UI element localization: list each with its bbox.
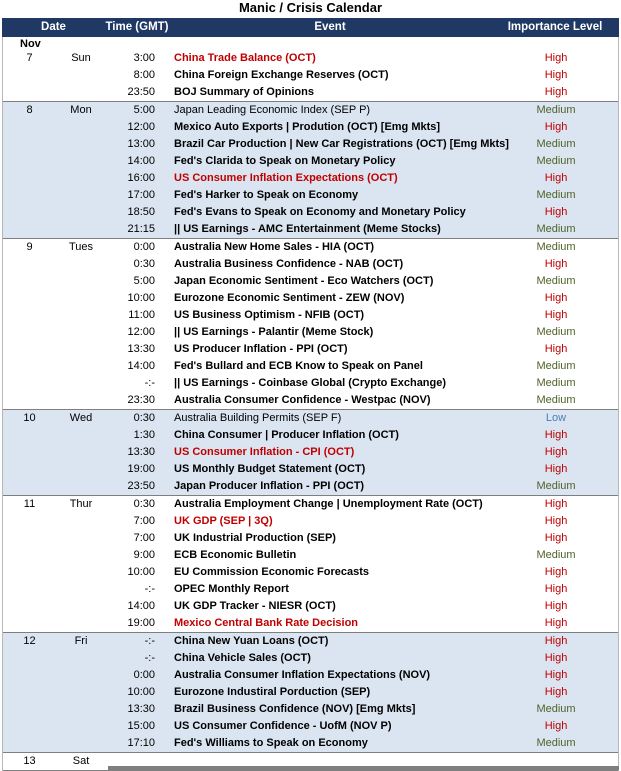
importance-level: Medium bbox=[536, 326, 576, 338]
event-row bbox=[3, 239, 618, 256]
event-name: EU Commission Economic Forecasts bbox=[174, 566, 369, 578]
event-row bbox=[3, 650, 618, 667]
importance-level: High bbox=[544, 309, 568, 321]
event-time: 19:00 bbox=[127, 463, 155, 475]
event-row bbox=[3, 153, 618, 170]
event-row bbox=[3, 67, 618, 84]
day-number: 8 bbox=[26, 104, 33, 116]
event-row bbox=[3, 221, 618, 238]
event-time: 5:00 bbox=[133, 104, 155, 116]
event-name: Australia Consumer Confidence - Westpac (NOV) bbox=[174, 394, 431, 406]
event-time: 18:50 bbox=[127, 206, 155, 218]
header-importance: Importance Level bbox=[507, 21, 603, 33]
event-time: 0:00 bbox=[133, 669, 155, 681]
event-name: China Trade Balance (OCT) bbox=[174, 52, 316, 64]
importance-level: High bbox=[544, 429, 568, 441]
event-time: 16:00 bbox=[127, 172, 155, 184]
event-time: 0:30 bbox=[133, 258, 155, 270]
event-row bbox=[3, 119, 618, 136]
event-time: 10:00 bbox=[127, 566, 155, 578]
importance-level: Low bbox=[545, 412, 567, 424]
header-event: Event bbox=[314, 21, 346, 33]
event-name: US Business Optimism - NFIB (OCT) bbox=[174, 309, 365, 321]
importance-level: High bbox=[544, 498, 568, 510]
event-time: -:- bbox=[144, 583, 155, 595]
event-time: 10:00 bbox=[127, 686, 155, 698]
importance-level: High bbox=[544, 172, 568, 184]
event-time: 23:50 bbox=[127, 86, 155, 98]
importance-level: High bbox=[544, 463, 568, 475]
event-name: Eurozone Industiral Porduction (SEP) bbox=[174, 686, 371, 698]
event-row bbox=[3, 667, 618, 684]
event-time: 13:00 bbox=[127, 138, 155, 150]
importance-level: Medium bbox=[536, 703, 576, 715]
event-row bbox=[3, 341, 618, 358]
calendar-table bbox=[2, 37, 619, 771]
importance-level: High bbox=[544, 69, 568, 81]
event-row bbox=[3, 718, 618, 735]
month-label: Nov bbox=[20, 38, 41, 50]
weekday: Sun bbox=[71, 52, 91, 64]
event-name: ECB Economic Bulletin bbox=[174, 549, 297, 561]
importance-level: High bbox=[544, 686, 568, 698]
importance-level: Medium bbox=[536, 394, 576, 406]
event-name: Brazil Business Confidence (NOV) [Emg Mkts] bbox=[174, 703, 416, 715]
event-row bbox=[3, 478, 618, 495]
event-time: 0:00 bbox=[133, 241, 155, 253]
importance-level: High bbox=[544, 720, 568, 732]
event-name: Brazil Car Production | New Car Registrations (OCT) [Emg Mkts] bbox=[174, 138, 509, 150]
event-row bbox=[3, 136, 618, 153]
event-time: -:- bbox=[144, 377, 155, 389]
day-number: 11 bbox=[23, 498, 36, 510]
event-time: 14:00 bbox=[127, 600, 155, 612]
event-name: BOJ Summary of Opinions bbox=[174, 86, 314, 98]
importance-level: High bbox=[544, 532, 568, 544]
event-time: 21:15 bbox=[127, 223, 155, 235]
event-row bbox=[3, 633, 618, 650]
day-number: 10 bbox=[23, 412, 36, 424]
event-name: Mexico Auto Exports | Prodution (OCT) [Emg Mkts] bbox=[174, 121, 441, 133]
event-row bbox=[3, 496, 618, 513]
event-name: China Foreign Exchange Reserves (OCT) bbox=[174, 69, 389, 81]
weekday: Fri bbox=[74, 635, 88, 647]
importance-level: Medium bbox=[536, 138, 576, 150]
importance-level: Medium bbox=[536, 549, 576, 561]
importance-level: Medium bbox=[536, 480, 576, 492]
event-row bbox=[3, 392, 618, 409]
event-row bbox=[3, 307, 618, 324]
event-row bbox=[3, 187, 618, 204]
importance-level: High bbox=[544, 583, 568, 595]
importance-level: High bbox=[544, 669, 568, 681]
event-time: 5:00 bbox=[133, 275, 155, 287]
importance-level: Medium bbox=[536, 737, 576, 749]
event-time: 10:00 bbox=[127, 292, 155, 304]
event-time: 23:50 bbox=[127, 480, 155, 492]
event-name: China Vehicle Sales (OCT) bbox=[174, 652, 311, 664]
event-time: 7:00 bbox=[133, 532, 155, 544]
event-time: 9:00 bbox=[133, 549, 155, 561]
event-name: China New Yuan Loans (OCT) bbox=[174, 635, 329, 647]
importance-level: High bbox=[544, 566, 568, 578]
event-time: 0:30 bbox=[133, 498, 155, 510]
event-name: Eurozone Economic Sentiment - ZEW (NOV) bbox=[174, 292, 405, 304]
event-name: Australia Employment Change | Unemployment Rate (OCT) bbox=[174, 498, 483, 510]
event-row bbox=[3, 256, 618, 273]
day-group bbox=[3, 633, 618, 753]
event-name: Australia Consumer Inflation Expectations (NOV) bbox=[174, 669, 431, 681]
event-name: Japan Leading Economic Index (SEP P) bbox=[174, 104, 371, 116]
event-time: 0:30 bbox=[133, 412, 155, 424]
event-time: 3:00 bbox=[133, 52, 155, 64]
event-name: Australia Building Permits (SEP F) bbox=[174, 412, 342, 424]
day-number: 7 bbox=[26, 52, 33, 64]
importance-level: High bbox=[544, 52, 568, 64]
weekday: Wed bbox=[69, 412, 93, 424]
day-number: 13 bbox=[23, 755, 36, 767]
event-time: 14:00 bbox=[127, 155, 155, 167]
weekday: Mon bbox=[70, 104, 92, 116]
event-row bbox=[3, 290, 618, 307]
weekday: Tues bbox=[68, 241, 94, 253]
event-row bbox=[3, 615, 618, 632]
event-time: -:- bbox=[144, 635, 155, 647]
event-time: 12:00 bbox=[127, 121, 155, 133]
event-name: US Consumer Inflation - CPI (OCT) bbox=[174, 446, 355, 458]
event-row bbox=[3, 547, 618, 564]
event-name: OPEC Monthly Report bbox=[174, 583, 289, 595]
importance-level: Medium bbox=[536, 155, 576, 167]
event-row bbox=[3, 102, 618, 119]
importance-level: High bbox=[544, 617, 568, 629]
day-group bbox=[3, 239, 618, 410]
header-date: Date bbox=[41, 21, 66, 33]
day-group bbox=[3, 50, 618, 102]
day-group bbox=[3, 410, 618, 496]
event-name: || US Earnings - AMC Entertainment (Meme Stocks) bbox=[174, 223, 441, 235]
event-name: Fed's Evans to Speak on Economy and Monetary Policy bbox=[174, 206, 466, 218]
event-row bbox=[3, 427, 618, 444]
event-time: 13:30 bbox=[127, 703, 155, 715]
event-name: UK GDP Tracker - NIESR (OCT) bbox=[174, 600, 336, 612]
importance-level: Medium bbox=[536, 104, 576, 116]
event-time: 17:00 bbox=[127, 189, 155, 201]
day-group bbox=[3, 496, 618, 633]
event-name: || US Earnings - Coinbase Global (Crypto Exchange) bbox=[174, 377, 447, 389]
event-time: 23:30 bbox=[127, 394, 155, 406]
event-name: Fed's Clarida to Speak on Monetary Policy bbox=[174, 155, 396, 167]
weekday: Thur bbox=[69, 498, 93, 510]
event-row bbox=[3, 530, 618, 547]
event-time: 7:00 bbox=[133, 515, 155, 527]
importance-level: Medium bbox=[536, 241, 576, 253]
event-row bbox=[3, 461, 618, 478]
event-name: Fed's Williams to Speak on Economy bbox=[174, 737, 368, 749]
event-row bbox=[3, 564, 618, 581]
event-row bbox=[3, 513, 618, 530]
day-number: 9 bbox=[26, 241, 33, 253]
table-header bbox=[2, 18, 619, 37]
importance-level: High bbox=[544, 206, 568, 218]
event-row bbox=[3, 735, 618, 752]
importance-level: High bbox=[544, 446, 568, 458]
importance-level: High bbox=[544, 292, 568, 304]
importance-level: High bbox=[544, 652, 568, 664]
event-time: -:- bbox=[144, 652, 155, 664]
event-name: UK GDP (SEP | 3Q) bbox=[174, 515, 273, 527]
bottom-rule bbox=[108, 766, 619, 770]
importance-level: High bbox=[544, 343, 568, 355]
event-row bbox=[3, 273, 618, 290]
event-name: Fed's Harker to Speak on Economy bbox=[174, 189, 359, 201]
importance-level: High bbox=[544, 635, 568, 647]
event-time: 13:30 bbox=[127, 446, 155, 458]
event-name: US Monthly Budget Statement (OCT) bbox=[174, 463, 366, 475]
importance-level: High bbox=[544, 515, 568, 527]
importance-level: Medium bbox=[536, 377, 576, 389]
event-row bbox=[3, 684, 618, 701]
event-time: 15:00 bbox=[127, 720, 155, 732]
importance-level: Medium bbox=[536, 189, 576, 201]
event-time: 12:00 bbox=[127, 326, 155, 338]
event-row bbox=[3, 358, 618, 375]
event-name: UK Industrial Production (SEP) bbox=[174, 532, 336, 544]
event-row bbox=[3, 410, 618, 427]
importance-level: Medium bbox=[536, 275, 576, 287]
event-time: 17:10 bbox=[127, 737, 155, 749]
event-name: || US Earnings - Palantir (Meme Stock) bbox=[174, 326, 374, 338]
event-time: 14:00 bbox=[127, 360, 155, 372]
event-row bbox=[3, 84, 618, 101]
day-number: 12 bbox=[23, 635, 36, 647]
event-row bbox=[3, 204, 618, 221]
event-time: 11:00 bbox=[128, 309, 155, 321]
event-name: Australia Business Confidence - NAB (OCT) bbox=[174, 258, 404, 270]
day-group bbox=[3, 102, 618, 239]
event-time: 13:30 bbox=[127, 343, 155, 355]
event-time: 19:00 bbox=[127, 617, 155, 629]
calendar-title: Manic / Crisis Calendar bbox=[238, 0, 383, 15]
event-time: 1:30 bbox=[133, 429, 155, 441]
event-row bbox=[3, 375, 618, 392]
importance-level: Medium bbox=[536, 223, 576, 235]
event-name: Mexico Central Bank Rate Decision bbox=[174, 617, 359, 629]
importance-level: High bbox=[544, 121, 568, 133]
event-row bbox=[3, 50, 618, 67]
event-row bbox=[3, 581, 618, 598]
event-name: US Consumer Confidence - UofM (NOV P) bbox=[174, 720, 392, 732]
importance-level: Medium bbox=[536, 360, 576, 372]
weekday: Sat bbox=[72, 755, 90, 767]
event-row bbox=[3, 701, 618, 718]
event-name: Fed's Bullard and ECB Know to Speak on Panel bbox=[174, 360, 423, 372]
importance-level: High bbox=[544, 86, 568, 98]
importance-level: High bbox=[544, 600, 568, 612]
header-time: Time (GMT) bbox=[105, 21, 169, 33]
importance-level: High bbox=[544, 258, 568, 270]
event-row bbox=[3, 444, 618, 461]
event-name: US Producer Inflation - PPI (OCT) bbox=[174, 343, 348, 355]
event-time: 8:00 bbox=[133, 69, 155, 81]
event-row bbox=[3, 324, 618, 341]
event-name: US Consumer Inflation Expectations (OCT) bbox=[174, 172, 398, 184]
event-name: Japan Economic Sentiment - Eco Watchers (OCT) bbox=[174, 275, 434, 287]
event-name: Australia New Home Sales - HIA (OCT) bbox=[174, 241, 375, 253]
event-row bbox=[3, 170, 618, 187]
event-name: China Consumer | Producer Inflation (OCT) bbox=[174, 429, 399, 441]
event-name: Japan Producer Inflation - PPI (OCT) bbox=[174, 480, 365, 492]
event-row bbox=[3, 598, 618, 615]
